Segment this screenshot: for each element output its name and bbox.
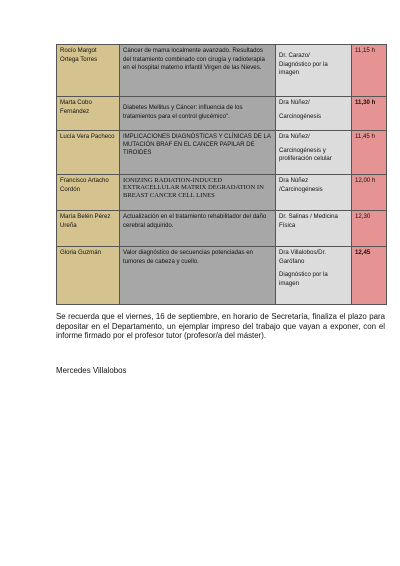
professor-name: Dr. Salinas / Medicina Física (279, 213, 338, 229)
topic-cell: IONIZING RADIATION-INDUCED EXTRACELLULAR MATRIX DEGRADATION IN BREAST CANCER CELL LINES (120, 175, 276, 211)
table-row (57, 131, 387, 175)
professor-name: Dr. Carazo/ (279, 52, 310, 59)
professor-cell (276, 45, 352, 97)
student-name-cell: Marta Cobo Fernández (57, 97, 120, 131)
time-cell: 12,00 h (352, 175, 387, 211)
table-row (57, 247, 387, 305)
professor-area: Carcinogénesis (279, 112, 322, 120)
time-cell: 11,15 h (352, 45, 387, 97)
time-cell: 11,45 h (352, 131, 387, 175)
table-row (57, 211, 387, 247)
professor-cell (276, 131, 352, 175)
student-name-cell: Francisco Artacho Cordón (57, 175, 120, 211)
topic-cell: Cáncer de mama localmente avanzado. Resultados del tratamiento combinado con cirugía y radioterapia en el hospital materno infantil Virgen de las Nieves. (120, 45, 276, 97)
topic-cell: Valor diagnóstico de secuencias potenciadas en tumores de cabeza y cuello. (120, 247, 276, 305)
topic-cell: IMPLICACIONES DIAGNÓSTICAS Y CLÍNICAS DE LA MUTACIÓN BRAF EN EL CANCER PAPILAR DE TIROIDES (120, 131, 276, 175)
table-row (57, 45, 387, 97)
time-cell: 12,45 (352, 247, 387, 305)
professor-cell (276, 175, 352, 211)
professor-area: Diagnóstico por la imagen (279, 271, 328, 287)
professor-area: Diagnóstico por la imagen (279, 60, 328, 77)
deadline-notice: Se recuerda que el viernes, 16 de septiembre, en horario de Secretaría, finaliza el plazo para depositar en el Departamento, un ejemplar impreso del trabajo que vayan a exponer, con el informe firmado por el profesor tutor (profesor/a del máster). (56, 312, 385, 341)
professor-name: Dra Villalobos/Dr. Garófano (279, 249, 326, 265)
professor-cell (276, 97, 352, 131)
professor-name: Dra Núñez/ (279, 99, 310, 106)
professor-cell (276, 247, 352, 305)
time-cell: 12,30 (352, 211, 387, 247)
table-row (57, 175, 387, 211)
topic-cell (120, 97, 276, 131)
topic-cell: Actualización en el tratamiento rehabilitador del daño cerebral adquirido. (120, 211, 276, 247)
time-cell: 11,30 h (352, 97, 387, 131)
student-name-cell: Rocío Margot Ortega Torres (57, 45, 120, 97)
signature: Mercedes Villalobos (56, 366, 127, 375)
student-name-cell: Lucía Vera Pacheco (57, 131, 120, 175)
professor-name: Dra Núñez (279, 177, 309, 184)
student-name-cell: Gloria Guzmán (57, 247, 120, 305)
presentation-schedule-table (56, 44, 387, 305)
professor-area: /Carcinogénesis (279, 185, 323, 193)
topic-text: Diabetes Mellitus y Cáncer: influencia de los tratamientos para el control glucémico". (123, 104, 243, 120)
professor-cell (276, 211, 352, 247)
professor-area: Carcinogénesis y proliferación celular (279, 146, 332, 163)
professor-name: Dra Núñez/ (279, 133, 310, 140)
table-row (57, 97, 387, 131)
student-name-cell: María Belén Pérez Ureña (57, 211, 120, 247)
